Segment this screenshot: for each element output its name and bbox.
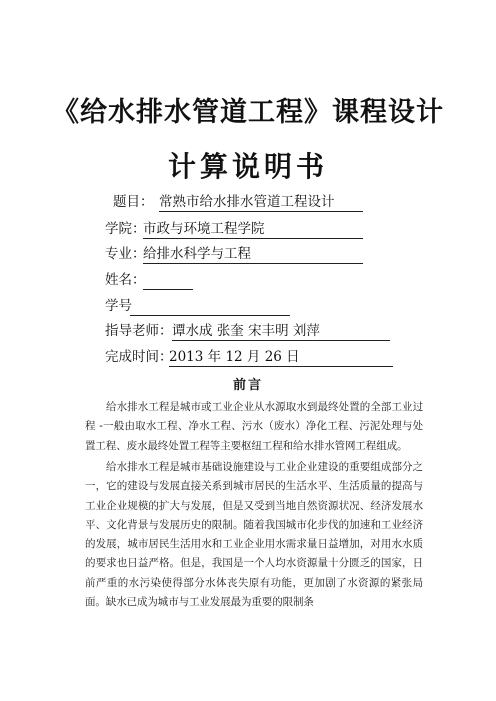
date-value: 2013 年 12 月 26 日 [169, 347, 393, 367]
student-id-value [130, 296, 290, 316]
advisors-label: 指导老师： [105, 323, 173, 339]
topic-value: 常熟市给水排水管道工程设计 [159, 192, 363, 212]
document-subtitle: 计算说明书 [167, 150, 328, 183]
major-value: 给排水科学与工程 [143, 244, 363, 264]
document-title: 《给水排水管道工程》课程设计 [52, 97, 444, 128]
college-label: 学院： [105, 221, 146, 237]
preface-paragraph-2: 给水排水工程是城市基础设施建设与工业企业建设的重要组成部分之一，它的建设与发展直接关系到城市居民的生活水平、生活质量的提高与工业企业规模的扩大与发展，但是又受到当地自然资源状况、经济发展水平、文化背景与发展历史的限制。随着我国城市化步伐的加速和工业经济的发展，城市居民生活用水和工业企业用水需求量日益增加，对用水水质的要求也日益严格。但是，我国是一个人均水资源量十分匮乏的国家，日前严重的水污染使得部分水体丧失原有功能，更加剧了水资源的紧张局面。缺水已成为城市与工业发展最为重要的限制条 [85, 461, 423, 609]
preface-heading: 前言 [232, 378, 263, 393]
preface-paragraph-1: 给水排水工程是城市或工业企业从水源取水到最终处置的全部工业过程 -一般由取水工程、净水工程、污水（废水）净化工程、污泥处理与处置工程、废水最终处置工程等主要枢纽工程和给水排水管网工程组成。 [85, 401, 423, 452]
student-id-label: 学号 [105, 298, 132, 314]
name-label: 姓名： [105, 272, 146, 288]
topic-label: 题目： [113, 194, 154, 210]
college-value: 市政与环境工程学院 [143, 219, 363, 239]
major-label: 专业： [105, 246, 146, 262]
date-label: 完成时间： [105, 349, 173, 365]
advisors-value: 谭水成 张奎 宋丰明 刘萍 [172, 321, 390, 341]
name-value [143, 270, 193, 290]
